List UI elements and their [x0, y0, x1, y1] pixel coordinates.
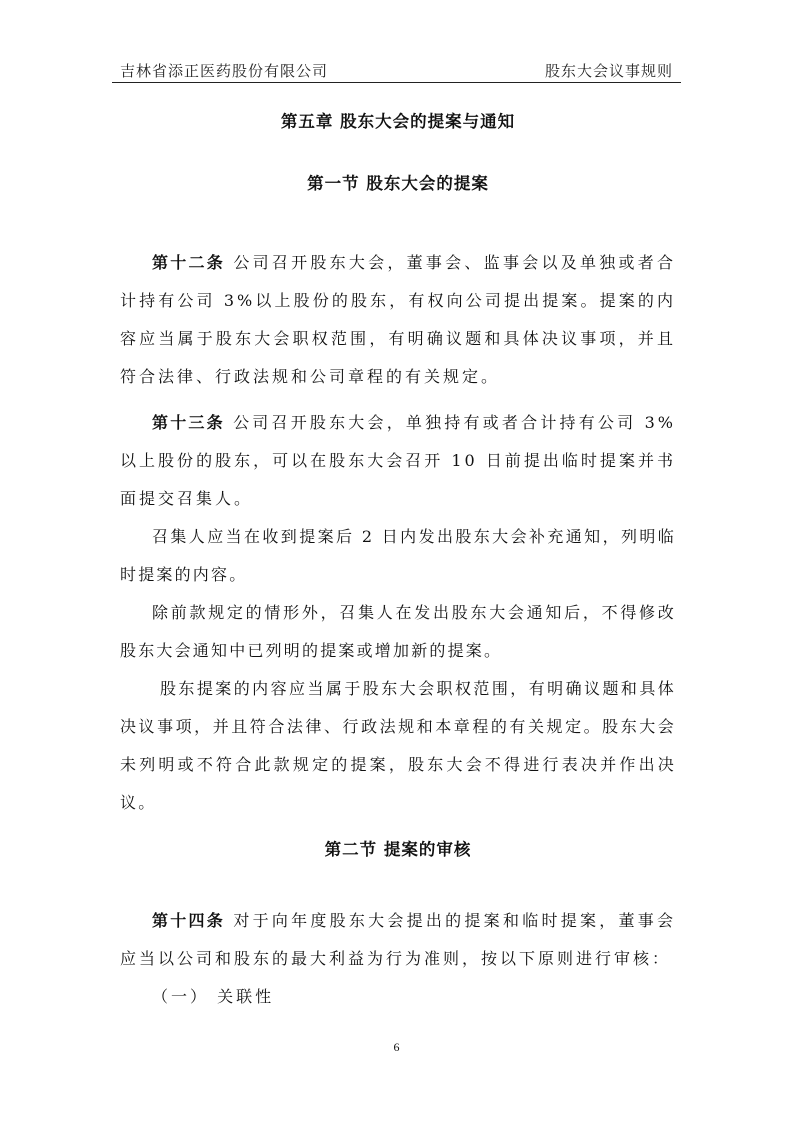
article-13-label: 第十三条: [152, 413, 225, 432]
section-title-2: 第二节 提案的审核: [324, 840, 472, 859]
paragraph-convener: 召集人应当在收到提案后 2 日内发出股东大会补充通知，列明临时提案的内容。: [120, 527, 676, 584]
article-12-label: 第十二条: [152, 253, 226, 272]
document-title: 股东大会议事规则: [544, 62, 673, 80]
chapter-title: 第五章 股东大会的提案与通知: [280, 112, 516, 131]
page-header: [112, 58, 681, 83]
article-12: [120, 244, 676, 396]
article-12-text: 公司召开股东大会，董事会、监事会以及单独或者合计持有公司 3%以上股份的股东，有权向公司提出提案。提案的内容应当属于股东大会职权范围，有明确议题和具体决议事项，并且符合法律、行政法规和公司章程的有关规定。: [120, 253, 676, 386]
page-body: [120, 108, 676, 1016]
article-13-text: 公司召开股东大会，单独持有或者合计持有公司 3%以上股份的股东，可以在股东大会召开 10 日前提出临时提案并书面提交召集人。: [120, 413, 676, 508]
paragraph-exception: 除前款规定的情形外，召集人在发出股东大会通知后，不得修改股东大会通知中已列明的提案或增加新的提案。: [120, 603, 676, 660]
article-13: [120, 404, 676, 518]
company-name: 吉林省添正医药股份有限公司: [120, 62, 329, 80]
paragraph-proposal-content: 股东提案的内容应当属于股东大会职权范围，有明确议题和具体决议事项，并且符合法律、行政法规和本章程的有关规定。股东大会未列明或不符合此款规定的提案，股东大会不得进行表决并作出决议。: [120, 679, 676, 812]
article-14-label: 第十四条: [152, 911, 226, 930]
article-14-text: 对于向年度股东大会提出的提案和临时提案，董事会应当以公司和股东的最大利益为行为准则，按以下原则进行审核：: [120, 911, 676, 968]
page-number: 6: [393, 1040, 400, 1054]
list-item-relevance: （一） 关联性: [152, 987, 275, 1006]
article-14: [120, 902, 676, 978]
section-title-1: 第一节 股东大会的提案: [307, 174, 489, 193]
